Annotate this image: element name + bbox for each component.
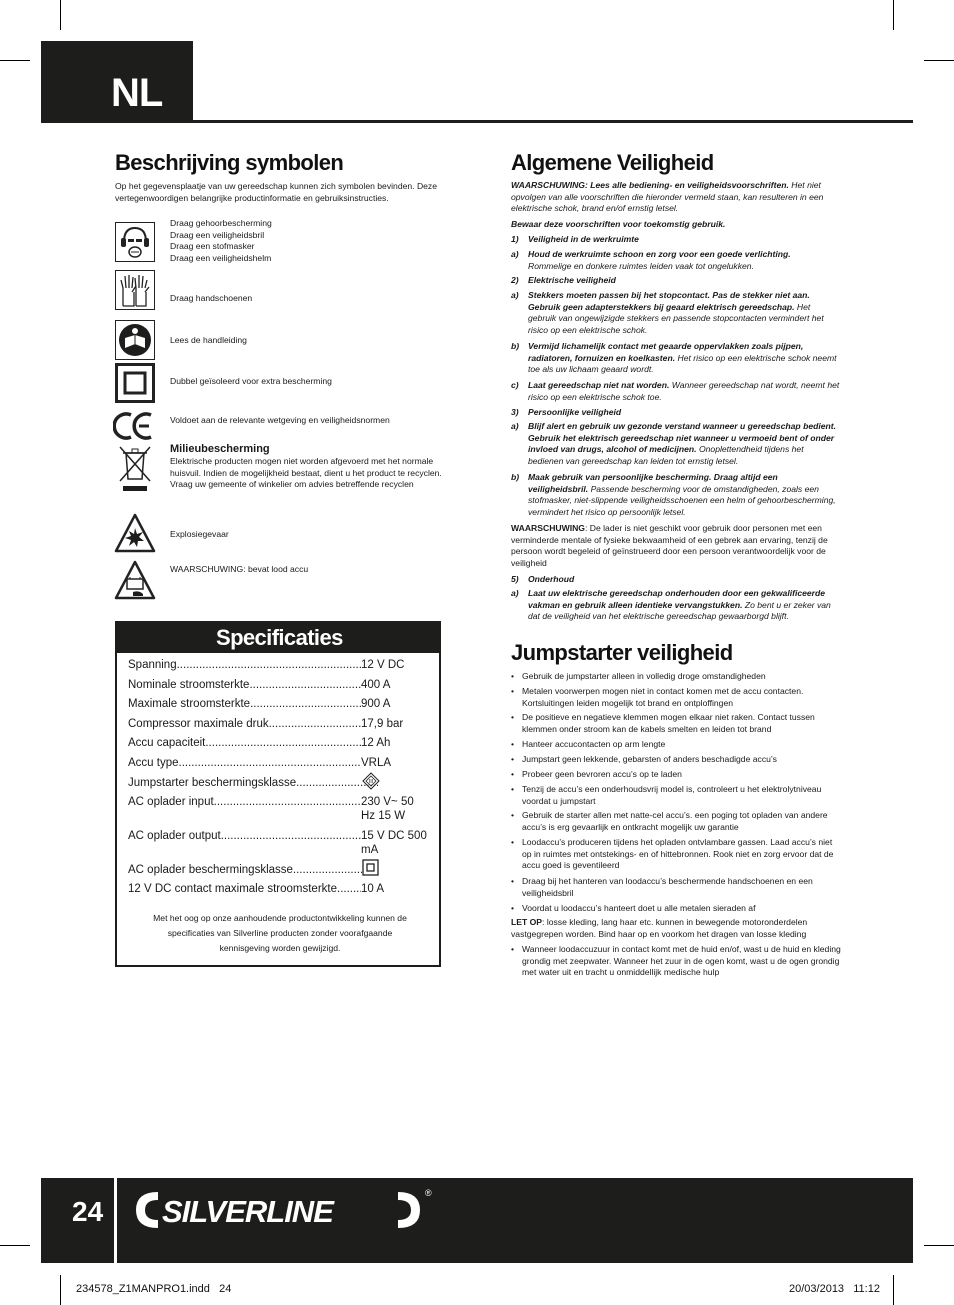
section-heading: Veiligheid in de werkruimte <box>528 234 639 244</box>
weee-bin-icon <box>115 443 155 493</box>
spec-row: Spanning ..... 12 V DC <box>128 658 428 672</box>
list-item: • Loodaccu’s produceren tijdens het opladen ontvlambare gassen. Laad accu’s niet op in ruimtes met ontstekings- en of hittebronnen. Rook niet en zorg ervoor dat de accu goed is geventileerd <box>511 837 834 871</box>
crop-mark <box>924 1245 954 1246</box>
safety-item: Vermijd lichamelijk contact met geaarde oppervlakken zoals pijpen, radiatoren, fornuizen en koelkasten. Het risico op een elektrische schok neemt toe als uw lichaam geaard wordt. <box>528 341 837 375</box>
double-insulated-icon <box>115 363 155 403</box>
spec-row: Accu type ..... VRLA <box>128 756 428 770</box>
spec-row: AC oplader output ..... 15 V DC 500 mA <box>128 829 428 857</box>
specs-title: Specificaties <box>216 625 343 650</box>
ce-mark-icon <box>113 406 153 446</box>
header-rule <box>193 120 913 123</box>
symbols-title: Beschrijving symbolen <box>115 150 344 175</box>
crop-mark <box>60 0 61 30</box>
manual-text: Lees de handleiding <box>170 335 247 345</box>
list-item: • Wanneer loodaccuzuur in contact komt met de huid en/of, wast u de huid en kleding grondig met zeepwater. Wanneer het zuur in de ogen komt, wast u de ogen grondig met water uit en tracht u onmiddellijk medische hulp <box>511 944 841 978</box>
safety-keep: Bewaar deze voorschriften voor toekomstig gebruik. <box>511 219 726 229</box>
spec-row: Compressor maximale druk ..... 17,9 bar <box>128 717 428 731</box>
spec-row: Accu capaciteit ..... 12 Ah <box>128 736 428 750</box>
gloves-icon <box>115 270 155 310</box>
svg-text:III: III <box>368 779 374 786</box>
specs-box <box>115 621 441 967</box>
spec-row: Nominale stroomsterkte ..... 400 A <box>128 678 428 692</box>
env-block <box>170 443 445 491</box>
language-label: NL <box>111 71 163 115</box>
ppe-text: Draag gehoorbescherming Draag een veiligheidsbril Draag een stofmasker Draag een veiligheidshelm <box>170 218 272 263</box>
crop-mark <box>60 1275 61 1305</box>
section-heading: Elektrische veiligheid <box>528 275 616 285</box>
lead-text: WAARSCHUWING: bevat lood accu <box>170 564 309 574</box>
list-item: • Metalen voorwerpen mogen niet in contact komen met de accu contacten. Kortsluitingen leiden mogelijk tot brand en ontploffingen <box>511 686 804 708</box>
safety-warning: WAARSCHUWING: Lees alle bediening- en veiligheidsvoorschriften. Het niet opvolgen van alle voorschriften die hieronder vermeld staan, kan resulteren in een elektrische schok, brand en/of ernstig letsel. <box>511 180 824 214</box>
spec-row: AC oplader input ..... 230 V~ 50 Hz 15 W <box>128 795 428 823</box>
list-item: • Probeer geen bevroren accu’s op te laden <box>511 769 682 779</box>
list-item: • Gebruik de jumpstarter alleen in volledig droge omstandigheden <box>511 671 766 681</box>
safety-item: Blijf alert en gebruik uw gezonde verstand wanneer u gereedschap bedient. Gebruik het elektrisch gereedschap niet wanneer u vermoeid bent of onder invloed van drugs, alcohol of medicijnen. Onoplettendheid tijdens het bedienen van gereedschap kan leiden tot ernstig letsel. <box>528 421 837 466</box>
list-item: • Gebruik de starter allen met natte-cel accu’s. een poging tot opladen van andere accu’s is erg gevaarlijk en ontkracht mogelijk uw garantie <box>511 810 828 832</box>
crop-mark <box>0 60 30 61</box>
lead-battery-icon <box>113 559 157 601</box>
safety-title: Algemene Veiligheid <box>511 150 714 175</box>
spec-row: AC oplader beschermingsklasse ..... <box>128 863 362 877</box>
list-item: • De positieve en negatieve klemmen mogen elkaar niet raken. Contact tussen klemmen onder stroom kan de kabels smelten en leiden tot brand <box>511 712 815 734</box>
safety-item: Houd de werkruimte schoon en zorg voor een goede verlichting. Rommelige en donkere ruimtes leiden vaak tot ongelukken. <box>528 249 791 271</box>
list-item: • Voordat u loodaccu’s hanteert doet u alle metalen sieraden af <box>511 903 756 913</box>
svg-text:®: ® <box>425 1188 432 1198</box>
explosive-text: Explosiegevaar <box>170 529 229 539</box>
language-tab <box>41 41 193 123</box>
env-title: Milieubescherming <box>170 443 270 455</box>
env-text: Elektrische producten mogen niet worden afgevoerd met het normale huisvuil. Indien de mogelijkheid bestaat, dient u het product te recyclen. Vraag uw gemeente of winkelier om advies betreffende recyclen <box>170 456 442 489</box>
spec-row: 12 V DC contact maximale stroomsterkte ..... 10 A <box>128 882 428 896</box>
specs-header <box>117 623 439 653</box>
list-item: • Draag bij het hanteren van loodaccu’s beschermende handschoenen en een veiligheidsbril <box>511 876 813 898</box>
crop-mark <box>924 60 954 61</box>
date-slug: 20/03/2013 11:12 <box>789 1283 880 1295</box>
class-ii-icon <box>362 859 379 876</box>
charger-warning: WAARSCHUWING: De lader is niet geschikt voor gebruik door personen met een verminderde mentale of fysieke bekwaamheid of een gebrek aan ervaring, tenzij de persoon wordt begeleid of geïnstrueerd door een persoon verantwoordelijk voor de veiligheid <box>511 523 828 568</box>
spec-row: Maximale stroomsterkte ..... 900 A <box>128 697 428 711</box>
specs-note: Met het oog op onze aanhoudende productontwikkeling kunnen de specificaties van Silverline producten zonder voorafgaande kennisgeving worden gewijzigd. <box>153 913 407 953</box>
symbols-intro: Op het gegevensplaatje van uw gereedschap kunnen zich symbolen bevinden. Deze vertegenwoordigen belangrijke productinformatie en gebruiksinstructies. <box>115 181 438 203</box>
gloves-text: Draag handschoenen <box>170 293 253 303</box>
footer-bar <box>41 1178 913 1263</box>
spec-row: Jumpstarter beschermingsklasse ..... <box>128 776 378 790</box>
list-item: • Jumpstart geen lekkende, gebarsten of anders beschadigde accu’s <box>511 754 777 764</box>
double-insulated-text: Dubbel geïsoleerd voor extra bescherming <box>170 376 332 386</box>
footer-divider <box>114 1178 117 1263</box>
file-slug: 234578_Z1MANPRO1.indd 24 <box>76 1283 232 1295</box>
safety-item: Laat gereedschap niet nat worden. Wanneer gereedschap nat wordt, neemt het risico op een elektrische schok toe. <box>528 380 840 402</box>
explosive-icon <box>113 512 157 554</box>
crop-mark <box>893 1275 894 1305</box>
list-item: • Tenzij de accu’s een onderhoudsvrij model is, controleert u het elektrolytniveau voordat u jumpstart <box>511 784 822 806</box>
silverline-logo <box>132 1184 432 1236</box>
crop-mark <box>0 1245 30 1246</box>
let-op-note: LET OP: losse kleding, lang haar etc. kunnen in bewegende motoronderdelen vastgegrepen worden. Bind haar op en voorkom het dragen van losse kleding <box>511 917 808 939</box>
ce-text: Voldoet aan de relevante wetgeving en veiligheidsnormen <box>170 415 390 425</box>
manual-icon <box>115 320 155 360</box>
safety-item: Stekkers moeten passen bij het stopcontact. Pas de stekker niet aan. Gebruik geen adapterstekkers bij geaard elektrisch gereedschap. Het gebruik van ongewijzigde stekkers en passende stopcontacten vermindert het risico op een elektrische schok. <box>528 290 824 335</box>
jumpstarter-title: Jumpstarter veiligheid <box>511 640 733 665</box>
page-number: 24 <box>72 1196 104 1227</box>
svg-text:SILVERLINE: SILVERLINE <box>162 1194 333 1229</box>
section-heading: Persoonlijke veiligheid <box>528 407 622 417</box>
list-item: • Hanteer accucontacten op arm lengte <box>511 739 666 749</box>
ppe-icon <box>115 222 155 262</box>
section-heading: Onderhoud <box>528 574 575 584</box>
safety-item: Laat uw elektrische gereedschap onderhouden door een gekwalificeerde vakman en gebruik alleen identieke vervangstukken. Zo bent u er zeker van dat de veiligheid van het elektrische gereedschap gewaarborgd blijft. <box>528 588 831 622</box>
crop-mark <box>893 0 894 30</box>
class-iii-icon <box>362 772 380 790</box>
safety-item: Maak gebruik van persoonlijke bescherming. Draag altijd een veiligheidsbril. Passende bescherming voor de omstandigheden, zoals een stofmasker, niet-slippende veiligheidsschoenen een helm of gehoorbescherming, vermindert het risico op persoonlijk letsel. <box>528 472 836 517</box>
